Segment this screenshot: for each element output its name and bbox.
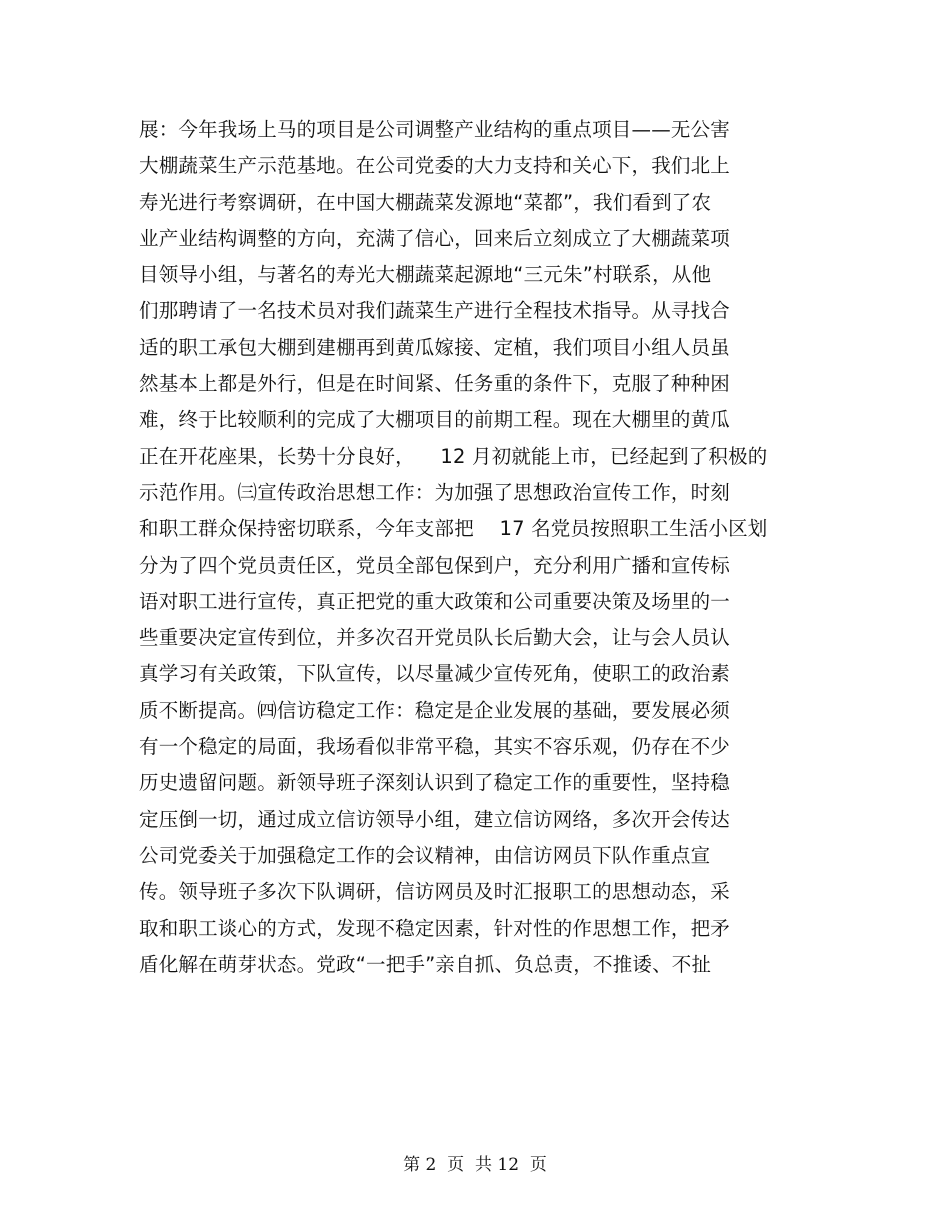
text-line: 取和职工谈心的方式，发现不稳定因素，针对性的作思想工作，把矛 xyxy=(139,916,731,940)
text-line: 有一个稳定的局面，我场看似非常平稳，其实不容乐观，仍存在不少 xyxy=(139,735,731,759)
text-line: 定压倒一切，通过成立信访领导小组，建立信访网络，多次开会传达 xyxy=(139,807,731,831)
text-line: 语对职工进行宣传，真正把党的重大政策和公司重要决策及场里的一 xyxy=(139,589,731,613)
text-line: 公司党委关于加强稳定工作的会议精神，由信访网员下队作重点宣 xyxy=(139,843,711,867)
text-line: 真学习有关政策，下队宣传，以尽量减少宣传死角，使职工的政治素 xyxy=(139,662,731,686)
text-line: 示范作用。㈢宣传政治思想工作：为加强了思想政治宣传工作，时刻 xyxy=(139,480,731,504)
text-line: 正在开花座果，长势十分良好， 12 月初就能上市，已经起到了积极的 xyxy=(139,444,768,468)
text-line: 目领导小组，与著名的寿光大棚蔬菜起源地“三元朱”村联系，从他 xyxy=(139,263,712,287)
text-line: 和职工群众保持密切联系，今年支部把 17 名党员按照职工生活小区划 xyxy=(139,517,768,541)
page-footer: 第 2 页 共 12 页 xyxy=(403,1155,547,1175)
text-line: 分为了四个党员责任区，党员全部包保到户，充分利用广播和宣传标 xyxy=(139,553,731,577)
text-line: 质不断提高。㈣信访稳定工作：稳定是企业发展的基础，要发展必须 xyxy=(139,698,731,722)
text-line: 传。领导班子多次下队调研，信访网员及时汇报职工的思想动态，采 xyxy=(139,880,731,904)
text-line: 难，终于比较顺利的完成了大棚项目的前期工程。现在大棚里的黄瓜 xyxy=(139,408,731,432)
text-line: 们那聘请了一名技术员对我们蔬菜生产进行全程技术指导。从寻找合 xyxy=(139,299,731,323)
text-line: 适的职工承包大棚到建棚再到黄瓜嫁接、定植，我们项目小组人员虽 xyxy=(139,335,731,359)
text-line: 然基本上都是外行，但是在时间紧、任务重的条件下，克服了种种困 xyxy=(139,372,731,396)
text-line: 寿光进行考察调研，在中国大棚蔬菜发源地“菜都”，我们看到了农 xyxy=(139,190,712,214)
text-line: 些重要决定宣传到位，并多次召开党员队长后勤大会，让与会人员认 xyxy=(139,626,731,650)
text-line: 业产业结构调整的方向，充满了信心，回来后立刻成立了大棚蔬菜项 xyxy=(139,226,731,250)
text-line: 历史遗留问题。新领导班子深刻认识到了稳定工作的重要性，坚持稳 xyxy=(139,771,731,795)
body-text xyxy=(139,112,819,983)
text-line: 盾化解在萌芽状态。党政“一把手”亲自抓、负总责，不推诿、不扯 xyxy=(139,952,712,976)
text-line: 展：今年我场上马的项目是公司调整产业结构的重点项目——无公害 xyxy=(139,118,731,141)
text-line: 大棚蔬菜生产示范基地。在公司党委的大力支持和关心下，我们北上 xyxy=(139,154,731,178)
